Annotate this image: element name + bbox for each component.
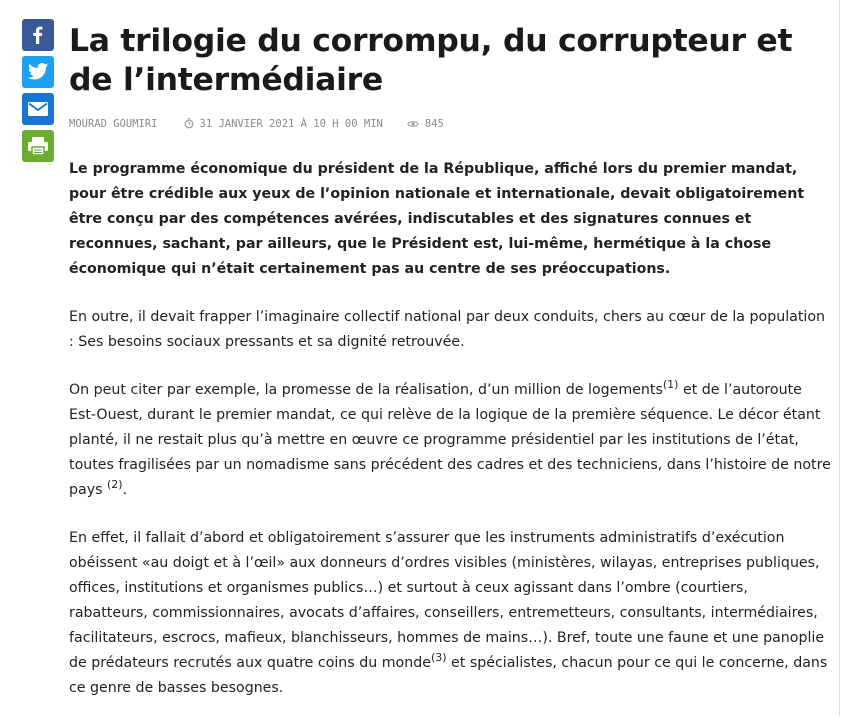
print-icon bbox=[27, 136, 49, 156]
article-body bbox=[69, 157, 831, 724]
paragraph-text: et spécialistes, chacun pour ce qui le concerne, dans ce genre de basses besognes. bbox=[69, 655, 828, 696]
paragraph-text: On peut citer par exemple, la promesse de la réalisation, d’un million de logements bbox=[69, 382, 663, 398]
email-share-button[interactable] bbox=[22, 93, 54, 125]
eye-icon bbox=[407, 120, 419, 128]
publish-date: 31 JANVIER 2021 À 10 H 00 MIN bbox=[199, 118, 383, 130]
lead-paragraph: Le programme économique du président de la République, affiché lors du premier mandat, pour être crédible aux yeux de l’opinion nationale et internationale, devait obligatoirement être conçu par des compétences avérées, indiscutables et des signatures connues et reconnues, sachant, par ailleurs, que le Président est, lui-même, hermétique à la chose économique qui n’était certainement pas au centre de ses préoccupations. bbox=[69, 161, 805, 277]
paragraph-text: et de l’autoroute Est-Ouest, durant le premier mandat, ce qui relève de la logique de la première séquence. Le décor étant planté, il ne restait plus qu’à mettre en œuvre ce programme présidentiel par les institutions de l’état, toutes fragilisées par un nomadisme sans précédent des cadres et des techniciens, dans l’histoire de notre pays bbox=[69, 382, 831, 498]
mail-icon bbox=[27, 101, 49, 117]
paragraph bbox=[69, 526, 831, 701]
share-bar bbox=[22, 19, 54, 167]
print-button[interactable] bbox=[22, 130, 54, 162]
paragraph: En outre, il devait frapper l’imaginaire collectif national par deux conduits, chers au cœur de la population : Ses besoins sociaux pressants et sa dignité retrouvée. bbox=[69, 309, 826, 350]
paragraph-text: . bbox=[122, 482, 128, 498]
twitter-share-button[interactable] bbox=[22, 56, 54, 88]
paragraph-text: En effet, il fallait d’abord et obligatoirement s’assurer que les instruments administratifs d’exécution obéissent «au doigt et à l’œil» aux donneurs d’ordres visibles (ministères, wilayas, entreprises publiques, offices, institutions et organismes publics…) et surtout à ceux agissant dans l’ombre (courtiers, rabatteurs, commissionnaires, avocats d’affaires, conseillers, entremetteurs, consultants, intermédiaires, facilitateurs, escrocs, mafieux, blanchisseurs, hommes de mains…). Bref, toute une faune et une panoplie de prédateurs recrutés aux quatre coins du monde bbox=[69, 530, 825, 671]
paragraph bbox=[69, 378, 831, 503]
facebook-icon bbox=[28, 25, 48, 45]
content-divider bbox=[839, 0, 840, 716]
author-link[interactable]: MOURAD GOUMIRI bbox=[69, 118, 158, 130]
clock-icon bbox=[184, 118, 194, 130]
view-count: 845 bbox=[424, 118, 444, 130]
article-meta bbox=[69, 118, 444, 130]
article-title: La trilogie du corrompu, du corrupteur et de l’intermédiaire bbox=[69, 23, 793, 98]
footnote-ref: (2) bbox=[107, 478, 123, 491]
footnote-ref: (3) bbox=[430, 651, 447, 664]
twitter-icon bbox=[27, 62, 49, 82]
facebook-share-button[interactable] bbox=[22, 19, 54, 51]
footnote-ref: (1) bbox=[662, 378, 679, 391]
